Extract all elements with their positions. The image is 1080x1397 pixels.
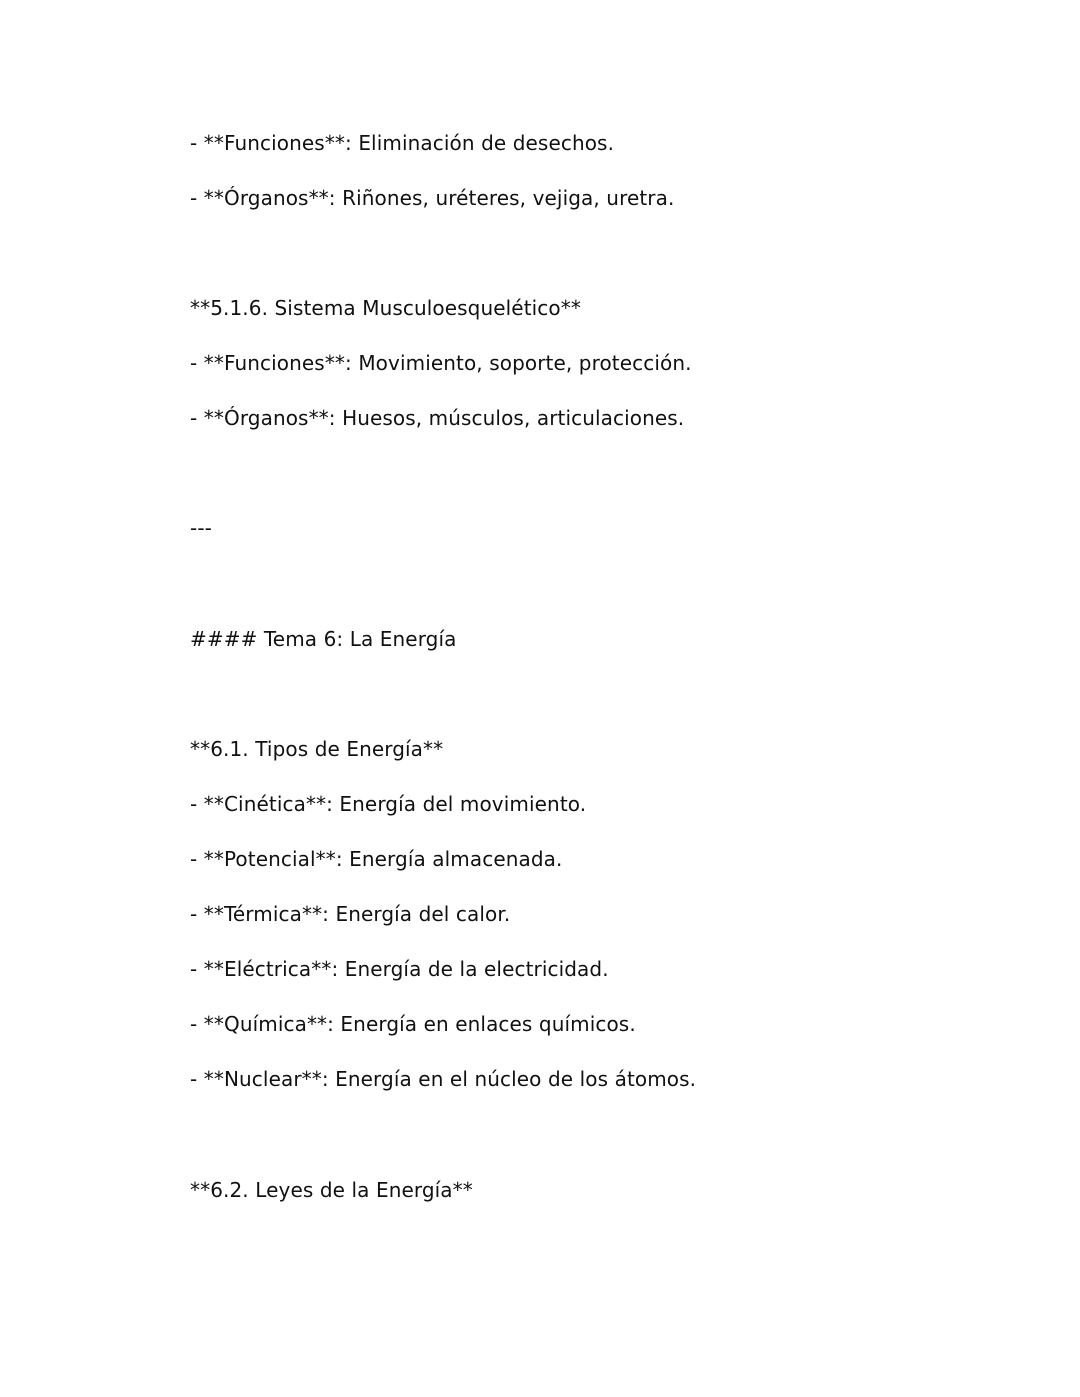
text-line: - **Térmica**: Energía del calor. (190, 902, 511, 926)
section-heading: **6.2. Leyes de la Energía** (190, 1178, 473, 1202)
text-line: - **Funciones**: Movimiento, soporte, protección. (190, 351, 692, 375)
text-line: - **Química**: Energía en enlaces químicos. (190, 1012, 636, 1036)
text-line: - **Funciones**: Eliminación de desechos. (190, 131, 615, 155)
text-line: - **Órganos**: Huesos, músculos, articulaciones. (190, 406, 685, 430)
text-line: - **Nuclear**: Energía en el núcleo de los átomos. (190, 1067, 697, 1091)
text-line: - **Eléctrica**: Energía de la electricidad. (190, 957, 609, 981)
section-heading: **5.1.6. Sistema Musculoesquelético** (190, 296, 581, 320)
separator-line: --- (190, 516, 212, 540)
text-line: - **Cinética**: Energía del movimiento. (190, 792, 587, 816)
section-heading: **6.1. Tipos de Energía** (190, 737, 444, 761)
text-line: - **Órganos**: Riñones, uréteres, vejiga, uretra. (190, 186, 675, 210)
topic-heading: #### Tema 6: La Energía (190, 627, 457, 651)
text-line: - **Potencial**: Energía almacenada. (190, 847, 563, 871)
